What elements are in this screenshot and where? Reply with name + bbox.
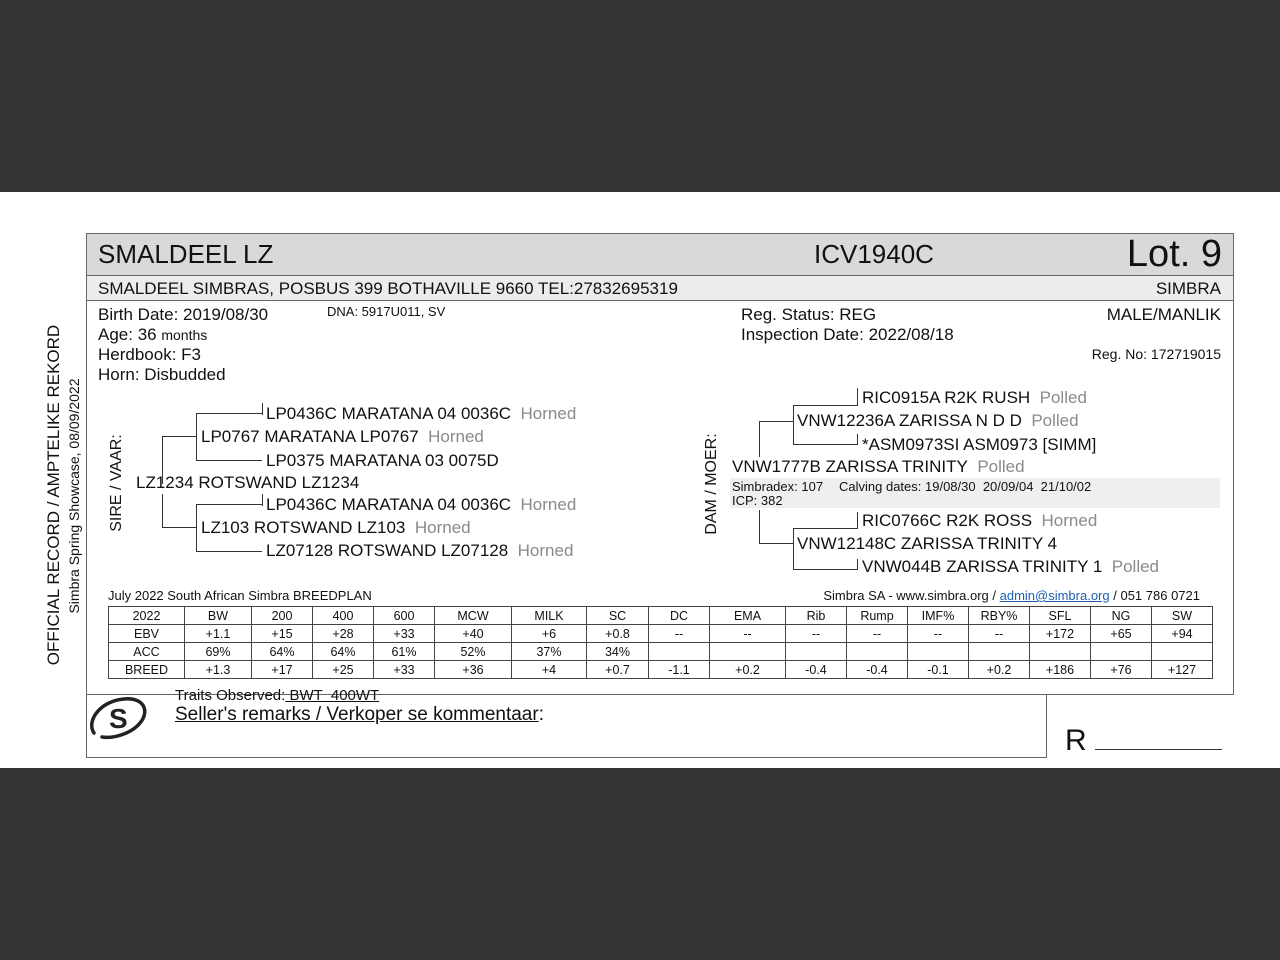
dam-dam-sire: RIC0766C R2K ROSS Horned xyxy=(862,511,1098,530)
breedplan-cell: +172 xyxy=(1030,625,1091,643)
breedplan-contact: Simbra SA - www.simbra.org / admin@simbra.org / 051 786 0721 xyxy=(823,588,1200,603)
breedplan-cell: -- xyxy=(710,625,786,643)
breedplan-cell: DC xyxy=(649,607,710,625)
dam-dam: VNW12148C ZARISSA TRINITY 4 xyxy=(797,534,1058,553)
breedplan-cell xyxy=(847,643,908,661)
breedplan-cell: 600 xyxy=(374,607,435,625)
breedplan-cell xyxy=(1091,643,1152,661)
simbradex: Simbradex: 107 xyxy=(732,479,824,494)
breedplan-cell: +40 xyxy=(435,625,512,643)
breedplan-table xyxy=(108,606,1213,679)
dam: VNW1777B ZARISSA TRINITY Polled xyxy=(732,457,1025,476)
horn-status: Horn: Disbudded xyxy=(98,365,226,384)
breedplan-cell: +76 xyxy=(1091,661,1152,679)
dam-sire-dam: *ASM0973SI ASM0973 [SIMM] xyxy=(862,435,1097,454)
sire: LZ1234 ROTSWAND LZ1234 xyxy=(136,473,360,492)
sire-sire-sire: LP0436C MARATANA 04 0036C Horned xyxy=(266,404,577,423)
breedplan-cell xyxy=(969,643,1030,661)
breedplan-cell: SFL xyxy=(1030,607,1091,625)
breedplan-row xyxy=(109,643,1213,661)
breedplan-cell: 69% xyxy=(185,643,252,661)
dna-info: DNA: 5917U011, SV xyxy=(327,304,446,319)
breedplan-cell: +186 xyxy=(1030,661,1091,679)
breedplan-cell: MCW xyxy=(435,607,512,625)
breedplan-cell xyxy=(1030,643,1091,661)
breedplan-cell: Rump xyxy=(847,607,908,625)
breedplan-row xyxy=(109,625,1213,643)
breedplan-cell: -- xyxy=(847,625,908,643)
breedplan-cell xyxy=(786,643,847,661)
breedplan-cell: -0.4 xyxy=(847,661,908,679)
breedplan-cell: +28 xyxy=(313,625,374,643)
showcase-label: Simbra Spring Showcase, 08/09/2022 xyxy=(66,378,82,614)
sire-dam-sire: LP0436C MARATANA 04 0036C Horned xyxy=(266,495,577,514)
breedplan-row xyxy=(109,607,1213,625)
birth-date: Birth Date: 2019/08/30 xyxy=(98,305,269,324)
breedplan-cell: Rib xyxy=(786,607,847,625)
breedplan-cell: 64% xyxy=(313,643,374,661)
animal-name: SMALDEEL LZ xyxy=(98,239,274,269)
simbra-logo-icon xyxy=(86,693,150,745)
breedplan-cell: IMF% xyxy=(908,607,969,625)
breedplan-cell: +36 xyxy=(435,661,512,679)
dam-dam-dam: VNW044B ZARISSA TRINITY 1 Polled xyxy=(862,557,1160,576)
dam-sire: VNW12236A ZARISSA N D D Polled xyxy=(797,411,1079,430)
breedplan-cell: +0.2 xyxy=(710,661,786,679)
herdbook: Herdbook: F3 xyxy=(98,345,201,364)
breedplan-cell: SC xyxy=(587,607,649,625)
inspection-date: Inspection Date: 2022/08/18 xyxy=(741,325,954,344)
breedplan-cell: SW xyxy=(1152,607,1213,625)
seller-remarks: Seller's remarks / Verkoper se kommentaar: xyxy=(175,704,544,725)
breedplan-cell: +0.8 xyxy=(587,625,649,643)
breedplan-cell xyxy=(649,643,710,661)
official-record-label: OFFICIAL RECORD / AMPTELIKE REKORD xyxy=(44,324,63,666)
breedplan-cell: BREED xyxy=(109,661,185,679)
breedplan-cell: 34% xyxy=(587,643,649,661)
breedplan-cell: -- xyxy=(908,625,969,643)
breedplan-cell: +6 xyxy=(512,625,587,643)
breedplan-cell: +127 xyxy=(1152,661,1213,679)
breedplan-cell: +33 xyxy=(374,661,435,679)
breedplan-cell: -1.1 xyxy=(649,661,710,679)
breedplan-cell: +94 xyxy=(1152,625,1213,643)
breedplan-cell: -- xyxy=(649,625,710,643)
traits-observed: Traits Observed: BWT 400WT xyxy=(175,687,380,704)
breedplan-cell: 37% xyxy=(512,643,587,661)
reg-status: Reg. Status: REG xyxy=(741,305,877,324)
breedplan-cell: +1.3 xyxy=(185,661,252,679)
breedplan-cell: +65 xyxy=(1091,625,1152,643)
breedplan-cell: 64% xyxy=(252,643,313,661)
animal-id: ICV1940C xyxy=(814,239,934,269)
breedplan-cell: ACC xyxy=(109,643,185,661)
breedplan-cell: 400 xyxy=(313,607,374,625)
sire-sire: LP0767 MARATANA LP0767 Horned xyxy=(201,427,484,446)
breedplan-cell: +15 xyxy=(252,625,313,643)
sire-sire-dam: LP0375 MARATANA 03 0075D xyxy=(266,451,499,470)
sire-dam: LZ103 ROTSWAND LZ103 Horned xyxy=(201,518,471,537)
dam-sire-sire: RIC0915A R2K RUSH Polled xyxy=(862,388,1087,407)
reg-number: Reg. No: 172719015 xyxy=(1091,346,1221,362)
breedplan-row xyxy=(109,661,1213,679)
breedplan-cell: NG xyxy=(1091,607,1152,625)
breeder-info: SMALDEEL SIMBRAS, POSBUS 399 BOTHAVILLE 9660 TEL:27832695319 xyxy=(98,279,678,298)
price-label: R xyxy=(1065,724,1087,757)
breedplan-title: July 2022 South African Simbra BREEDPLAN xyxy=(108,588,372,603)
sex: MALE/MANLIK xyxy=(1106,305,1221,324)
breedplan-cell: +0.2 xyxy=(969,661,1030,679)
price-line xyxy=(1095,749,1222,750)
breed-label: SIMBRA xyxy=(1155,279,1221,298)
email-link[interactable]: admin@simbra.org xyxy=(999,588,1110,603)
calving-dates: Calving dates: 19/08/30 20/09/04 21/10/02 xyxy=(839,479,1092,494)
lot-number: Lot. 9 xyxy=(1126,233,1222,275)
breedplan-cell: EMA xyxy=(710,607,786,625)
breedplan-cell: BW xyxy=(185,607,252,625)
breedplan-cell: +33 xyxy=(374,625,435,643)
breedplan-cell: +0.7 xyxy=(587,661,649,679)
breedplan-cell: -0.1 xyxy=(908,661,969,679)
breedplan-cell: 2022 xyxy=(109,607,185,625)
breedplan-cell: MILK xyxy=(512,607,587,625)
breedplan-cell: +1.1 xyxy=(185,625,252,643)
breedplan-cell: +25 xyxy=(313,661,374,679)
dam-label: DAM / MOER: xyxy=(703,433,720,535)
breedplan-cell: 200 xyxy=(252,607,313,625)
breedplan-cell: EBV xyxy=(109,625,185,643)
breedplan-cell xyxy=(710,643,786,661)
logo-letter: S xyxy=(109,703,128,734)
breedplan-cell: RBY% xyxy=(969,607,1030,625)
sire-label: SIRE / VAAR: xyxy=(108,434,125,532)
breedplan-cell: +4 xyxy=(512,661,587,679)
breedplan-cell: -- xyxy=(969,625,1030,643)
breedplan-cell: +17 xyxy=(252,661,313,679)
breedplan-cell: -- xyxy=(786,625,847,643)
breedplan-cell xyxy=(908,643,969,661)
breedplan-cell xyxy=(1152,643,1213,661)
breedplan-cell: 52% xyxy=(435,643,512,661)
sire-dam-dam: LZ07128 ROTSWAND LZ07128 Horned xyxy=(266,541,574,560)
breedplan-cell: -0.4 xyxy=(786,661,847,679)
age: Age: 36 months xyxy=(98,325,208,344)
breedplan-cell: 61% xyxy=(374,643,435,661)
icp: ICP: 382 xyxy=(732,493,783,508)
